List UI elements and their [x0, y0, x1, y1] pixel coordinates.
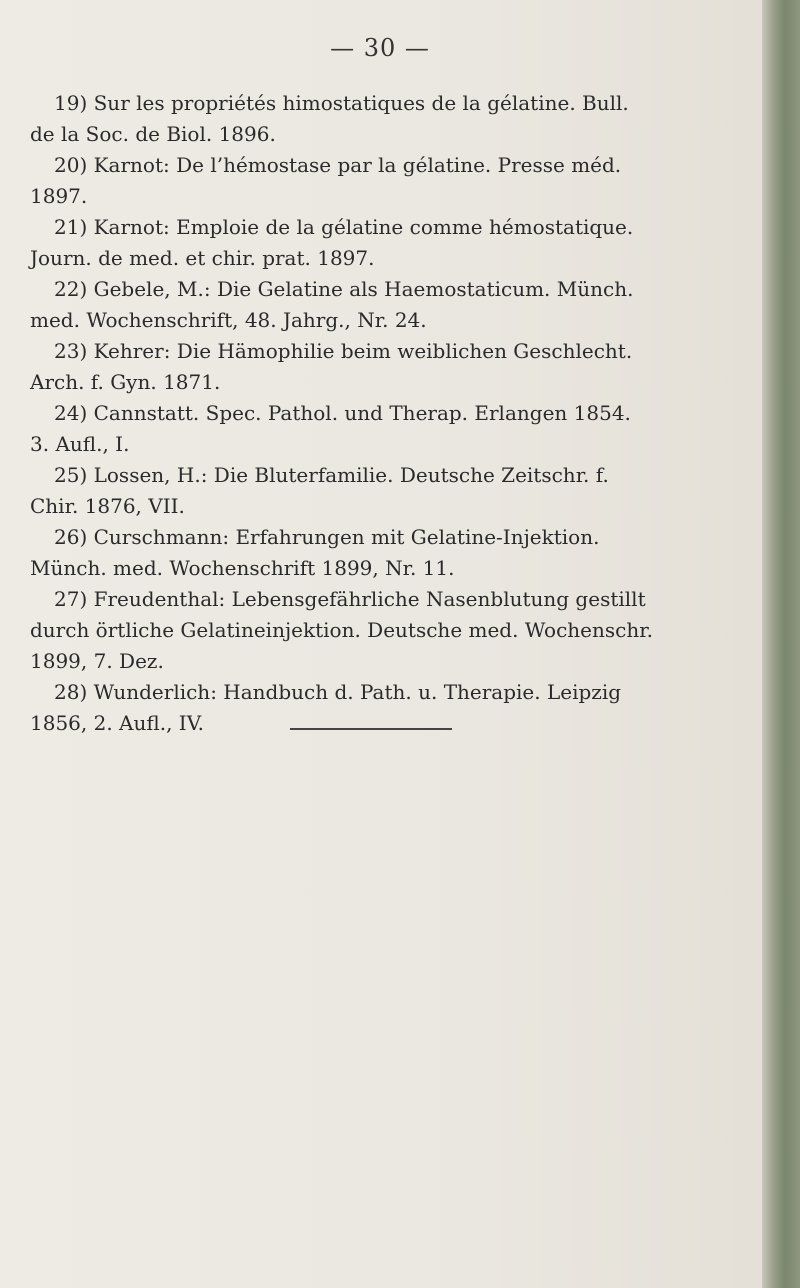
reference-line: 26) Curschmann: Erfahrungen mit Gelatine-Injektion. — [54, 525, 600, 549]
reference-item — [30, 398, 738, 460]
reference-line: Münch. med. Wochenschrift 1899, Nr. 11. — [30, 556, 455, 580]
reference-line: de la Soc. de Biol. 1896. — [30, 122, 276, 146]
reference-item — [30, 584, 738, 677]
closing-rule — [290, 728, 452, 730]
reference-line: 3. Aufl., I. — [30, 432, 130, 456]
reference-list — [30, 88, 738, 739]
reference-line: 1856, 2. Aufl., IV. — [30, 711, 204, 735]
reference-line: Chir. 1876, VII. — [30, 494, 185, 518]
reference-item — [30, 336, 738, 398]
reference-item — [30, 212, 738, 274]
page-number: — 30 — — [330, 34, 430, 62]
reference-line: durch örtliche Gelatineinjektion. Deutsche med. Wochenschr. — [30, 618, 653, 642]
reference-line: Arch. f. Gyn. 1871. — [30, 370, 221, 394]
reference-line: 22) Gebele, M.: Die Gelatine als Haemostaticum. Münch. — [54, 277, 634, 301]
reference-item — [30, 274, 738, 336]
reference-line: 21) Karnot: Emploie de la gélatine comme hémostatique. — [54, 215, 634, 239]
reference-item — [30, 522, 738, 584]
reference-line: 27) Freudenthal: Lebensgefährliche Nasenblutung gestillt — [54, 587, 646, 611]
reference-line: 19) Sur les propriétés himostatiques de la gélatine. Bull. — [54, 91, 629, 115]
reference-line: 1897. — [30, 184, 88, 208]
reference-line: Journ. de med. et chir. prat. 1897. — [30, 246, 375, 270]
reference-item — [30, 88, 738, 150]
reference-line: 24) Cannstatt. Spec. Pathol. und Therap. Erlangen 1854. — [54, 401, 631, 425]
reference-line: 28) Wunderlich: Handbuch d. Path. u. Therapie. Leipzig — [54, 680, 622, 704]
reference-line: 23) Kehrer: Die Hämophilie beim weiblichen Geschlecht. — [54, 339, 633, 363]
reference-line: 20) Karnot: De l’hémostase par la gélatine. Presse méd. — [54, 153, 622, 177]
reference-item — [30, 150, 738, 212]
reference-line: med. Wochenschrift, 48. Jahrg., Nr. 24. — [30, 308, 427, 332]
reference-item — [30, 460, 738, 522]
reference-line: 25) Lossen, H.: Die Bluterfamilie. Deutsche Zeitschr. f. — [54, 463, 609, 487]
page-edge — [762, 0, 800, 1288]
reference-line: 1899, 7. Dez. — [30, 649, 164, 673]
